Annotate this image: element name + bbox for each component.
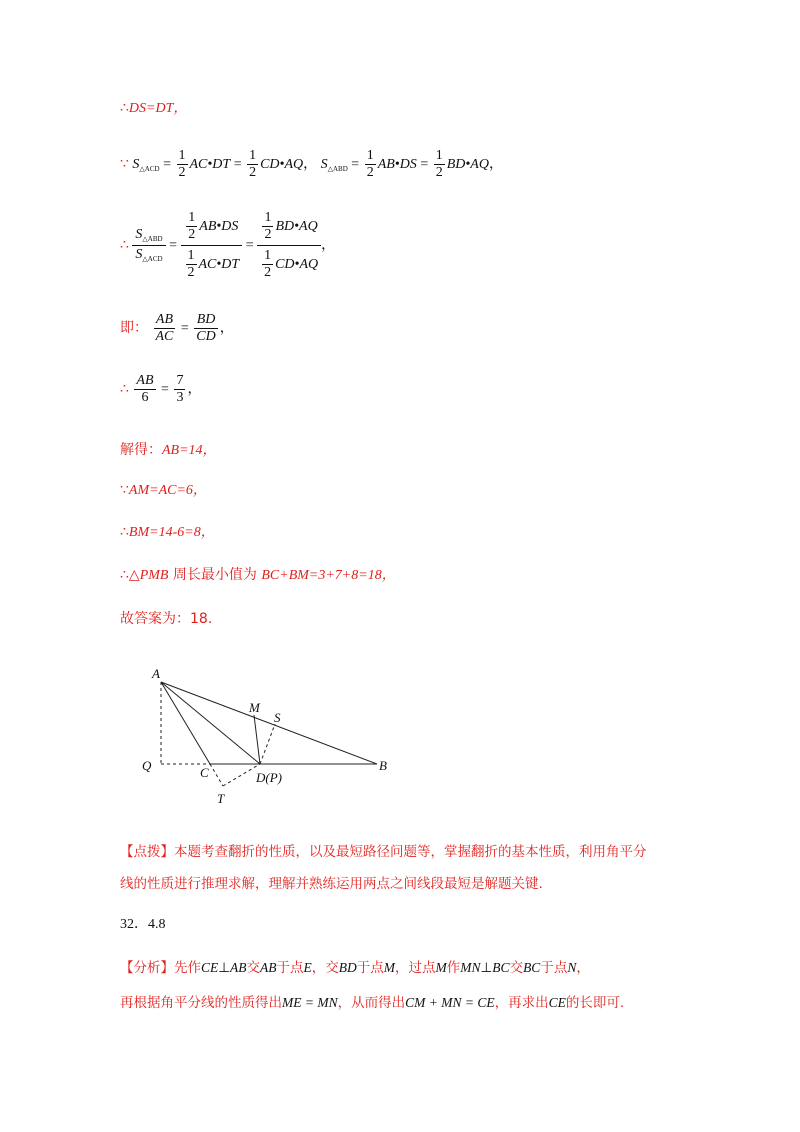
segment-a-c <box>161 682 210 764</box>
tip-tag: 【点拨】 <box>120 844 174 860</box>
step-ds-dt: ∴DS=DT， <box>120 101 188 116</box>
question-answer: 4.8 <box>148 917 166 932</box>
segment-a-b <box>161 682 377 764</box>
analysis-line-2: 再根据角平分线的性质得出ME = MN，从而得出CM + MN = CE，再求出CE的长即可. <box>120 995 625 1011</box>
question-32 <box>120 918 166 932</box>
segment-a-d <box>161 682 260 764</box>
step-bm: ∴BM=14-6=8， <box>120 525 215 540</box>
step-solve-ab: 解得：AB=14， <box>120 442 217 458</box>
fraction-half: $\frac{1}{2}$ <box>249 148 257 181</box>
question-number: 32． <box>120 917 148 932</box>
segment-c-t <box>210 764 223 786</box>
label-s: S <box>274 710 281 725</box>
label-a: A <box>152 666 160 681</box>
label-c: C <box>200 765 209 780</box>
label-d: D(P) <box>256 770 282 785</box>
label-b: B <box>379 758 387 773</box>
ratio-bd-aq-cd-aq: $\frac{1}{2}$ BD•AQ $\frac{1}{2}$ CD•AQ <box>257 210 321 281</box>
analysis-tag: 【分析】 <box>120 960 174 976</box>
geometry-figure <box>130 660 410 810</box>
segment-d-s <box>260 724 275 764</box>
fraction-half: $\frac{1}{2}$ <box>435 148 443 181</box>
fraction-half: $\frac{1}{2}$ <box>178 148 186 181</box>
label-q: Q <box>142 758 152 773</box>
segment-m-d <box>254 715 260 764</box>
step-area-formulas: ∵ $S_{\triangle ACD}$ = $\frac{1}{2}$ AC•DT = $\frac{1}{2}$ CD•AQ， $S_{\triangle ABD}$ = $\frac{1}{2}$ AB•DS = $\frac{1}{2}$ BD•AQ， <box>120 148 503 181</box>
step-ab-over-six: ∴ $\frac{AB}{6}$ = $\frac{7}{3}$ ， <box>120 373 202 406</box>
analysis-line-1: 【分析】先作CE⊥AB交AB于点E，交BD于点M，过点M作MN⊥BC交BC于点N， <box>120 960 590 976</box>
ratio-ab-ds-ac-dt: $\frac{1}{2}$ AB•DS $\frac{1}{2}$ AC•DT <box>181 210 243 281</box>
ratio-s-abd-s-acd: $\frac{S_{\triangle ABD}}{S_{\triangle ACD}}$ <box>132 228 165 263</box>
tip-line-2: 线的性质进行推理求解，理解并熟练运用两点之间线段最短是解题关键. <box>120 876 543 892</box>
tip-line-1: 【点拨】本题考查翻折的性质，以及最短路径问题等，掌握翻折的基本性质，利用角平分 <box>120 844 647 860</box>
fraction-half: $\frac{1}{2}$ <box>366 148 374 181</box>
label-t: T <box>217 791 225 806</box>
label-m: M <box>249 700 260 715</box>
step-perimeter: ∴△PMB 周长最小值为 BC+BM=3+7+8=18， <box>120 567 396 583</box>
step-ds-dt-text: DS=DT， <box>128 101 188 116</box>
final-answer: 故答案为：18. <box>120 611 213 627</box>
step-area-ratio: ∴ $\frac{S_{\triangle ABD}}{S_{\triangle ACD}}$ = $\frac{1}{2}$ AB•DS $\frac{1}{2}$ AC•DT = $\frac{1}{2}$ BD•AQ $\frac{1}{2}$ CD•AQ ， <box>120 210 336 281</box>
step-ab-ac-ratio: 即： $\frac{AB}{AC}$ = $\frac{BD}{CD}$ ， <box>120 312 234 345</box>
step-am-ac: ∵AM=AC=6， <box>120 483 207 498</box>
segment-t-d <box>223 764 260 786</box>
